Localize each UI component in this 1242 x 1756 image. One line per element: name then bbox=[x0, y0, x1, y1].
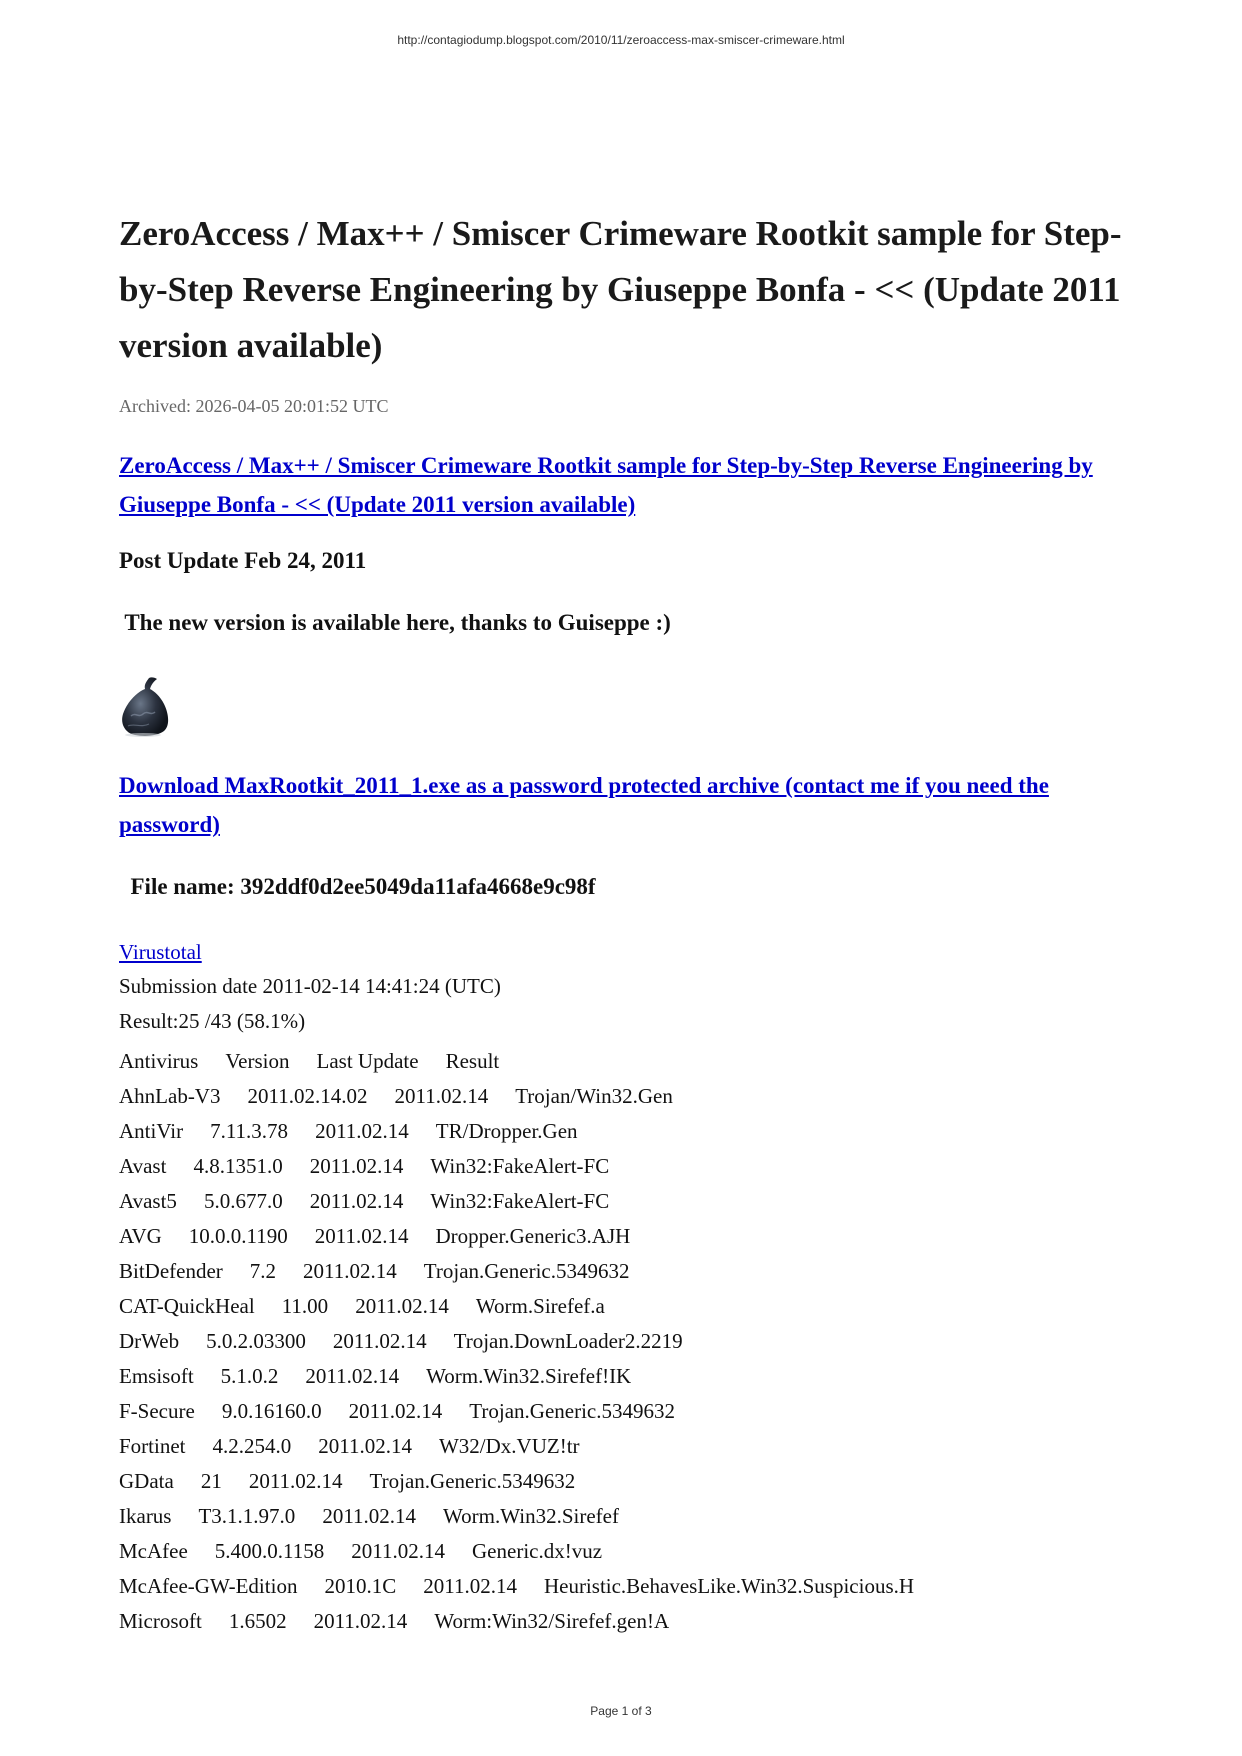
table-cell: 2011.02.14 bbox=[303, 1259, 397, 1283]
table-cell: BitDefender bbox=[119, 1259, 223, 1283]
table-cell: 5.0.677.0 bbox=[203, 1189, 283, 1213]
table-cell: McAfee bbox=[119, 1539, 188, 1563]
table-cell: 7.2 bbox=[249, 1259, 277, 1283]
table-cell: 2011.02.14 bbox=[355, 1294, 449, 1318]
table-cell: Avast bbox=[119, 1154, 167, 1178]
table-row bbox=[119, 1464, 941, 1499]
table-cell: 4.2.254.0 bbox=[212, 1434, 292, 1458]
table-cell: DrWeb bbox=[119, 1329, 180, 1353]
column-header: Result bbox=[445, 1049, 500, 1073]
table-row bbox=[119, 1569, 941, 1604]
table-cell: Worm:Win32/Sirefef.gen!A bbox=[434, 1609, 670, 1633]
table-cell: Trojan.Generic.5349632 bbox=[369, 1469, 576, 1493]
new-version-heading: The new version is available here, thanks to Guiseppe :) bbox=[119, 610, 671, 635]
table-row bbox=[119, 1254, 941, 1289]
table-row bbox=[119, 1184, 941, 1219]
table-cell: Heuristic.BehavesLike.Win32.Suspicious.H bbox=[543, 1574, 915, 1598]
post-update-heading: Post Update Feb 24, 2011 bbox=[119, 548, 367, 573]
table-cell: Worm.Win32.Sirefef!IK bbox=[426, 1364, 632, 1388]
page-url-header: http://contagiodump.blogspot.com/2010/11/zeroaccess-max-smiscer-crimeware.html bbox=[397, 33, 845, 47]
table-cell: Trojan/Win32.Gen bbox=[515, 1084, 673, 1108]
table-cell: Trojan.Generic.5349632 bbox=[469, 1399, 675, 1423]
table-cell: 2011.02.14 bbox=[315, 1119, 409, 1143]
table-row bbox=[119, 1359, 941, 1394]
table-row bbox=[119, 1534, 941, 1569]
table-cell: Win32:FakeAlert-FC bbox=[430, 1154, 610, 1178]
table-cell: 2011.02.14 bbox=[313, 1609, 408, 1633]
table-row bbox=[119, 1499, 941, 1534]
table-cell: 2011.02.14 bbox=[314, 1224, 409, 1248]
table-cell: 2011.02.14 bbox=[305, 1364, 400, 1388]
table-cell: Dropper.Generic3.AJH bbox=[435, 1224, 631, 1248]
table-cell: CAT-QuickHeal bbox=[119, 1294, 255, 1318]
table-cell: W32/Dx.VUZ!tr bbox=[438, 1434, 580, 1458]
table-cell: Ikarus bbox=[119, 1504, 172, 1528]
table-cell: TR/Dropper.Gen bbox=[435, 1119, 578, 1143]
scan-result: Result:25 /43 (58.1%) bbox=[119, 1009, 306, 1033]
table-cell: McAfee-GW-Edition bbox=[119, 1574, 298, 1598]
table-cell: 2010.1C bbox=[324, 1574, 397, 1598]
table-cell: 5.400.0.1158 bbox=[214, 1539, 325, 1563]
table-cell: Emsisoft bbox=[119, 1364, 194, 1388]
table-row bbox=[119, 1394, 941, 1429]
download-link[interactable]: Download MaxRootkit_2011_1.exe as a password protected archive (contact me if you need the password) bbox=[119, 773, 1049, 837]
table-cell: Microsoft bbox=[119, 1609, 202, 1633]
table-row bbox=[119, 1289, 941, 1324]
table-cell: Trojan.Generic.5349632 bbox=[423, 1259, 630, 1283]
table-row bbox=[119, 1114, 941, 1149]
table-cell: Win32:FakeAlert-FC bbox=[430, 1189, 610, 1213]
table-cell: Generic.dx!vuz bbox=[472, 1539, 603, 1563]
submission-date: Submission date 2011-02-14 14:41:24 (UTC) bbox=[119, 974, 501, 998]
table-cell: 7.11.3.78 bbox=[210, 1119, 289, 1143]
table-cell: AntiVir bbox=[119, 1119, 184, 1143]
table-cell: Trojan.DownLoader2.2219 bbox=[453, 1329, 683, 1353]
table-header-row bbox=[119, 1044, 941, 1079]
title-link[interactable]: ZeroAccess / Max++ / Smiscer Crimeware Rootkit sample for Step-by-Step Reverse Engineering by Giuseppe Bonfa - << (Update 2011 version available) bbox=[119, 453, 1093, 517]
table-cell: 2011.02.14 bbox=[318, 1434, 412, 1458]
table-row bbox=[119, 1604, 941, 1639]
table-cell: Worm.Win32.Sirefef bbox=[443, 1504, 619, 1528]
table-cell: Fortinet bbox=[119, 1434, 186, 1458]
trash-bag-icon[interactable] bbox=[119, 676, 171, 738]
table-cell: 2011.02.14 bbox=[348, 1399, 443, 1423]
table-cell: 2011.02.14 bbox=[394, 1084, 489, 1108]
table-cell: 21 bbox=[200, 1469, 222, 1493]
table-cell: AhnLab-V3 bbox=[119, 1084, 221, 1108]
table-cell: T3.1.1.97.0 bbox=[198, 1504, 296, 1528]
antivirus-results-table bbox=[119, 1044, 941, 1639]
table-cell: 2011.02.14 bbox=[423, 1574, 517, 1598]
table-cell: 2011.02.14 bbox=[351, 1539, 446, 1563]
table-row bbox=[119, 1079, 941, 1114]
column-header: Version bbox=[225, 1049, 290, 1073]
table-cell: GData bbox=[119, 1469, 174, 1493]
column-header: Last Update bbox=[316, 1049, 419, 1073]
table-cell: AVG bbox=[119, 1224, 162, 1248]
table-cell: Worm.Sirefef.a bbox=[475, 1294, 605, 1318]
table-cell: 5.0.2.03300 bbox=[206, 1329, 306, 1353]
table-cell: 5.1.0.2 bbox=[220, 1364, 279, 1388]
archived-timestamp: Archived: 2026-04-05 20:01:52 UTC bbox=[119, 396, 389, 416]
table-row bbox=[119, 1219, 941, 1254]
table-cell: 4.8.1351.0 bbox=[193, 1154, 283, 1178]
table-cell: 2011.02.14 bbox=[248, 1469, 343, 1493]
table-cell: 2011.02.14 bbox=[309, 1189, 404, 1213]
table-cell: 2011.02.14 bbox=[332, 1329, 427, 1353]
article-title: ZeroAccess / Max++ / Smiscer Crimeware Rootkit sample for Step-by-Step Reverse Engineering by Giuseppe Bonfa - << (Update 2011 version available) bbox=[119, 214, 1122, 365]
page-number: Page 1 of 3 bbox=[590, 1704, 652, 1718]
table-cell: 2011.02.14.02 bbox=[247, 1084, 368, 1108]
table-cell: F-Secure bbox=[119, 1399, 195, 1423]
table-cell: 11.00 bbox=[281, 1294, 329, 1318]
table-row bbox=[119, 1149, 941, 1184]
column-header: Antivirus bbox=[119, 1049, 199, 1073]
table-cell: 1.6502 bbox=[228, 1609, 287, 1633]
virustotal-link[interactable]: Virustotal bbox=[119, 940, 202, 964]
table-cell: 2011.02.14 bbox=[309, 1154, 404, 1178]
table-row bbox=[119, 1429, 941, 1464]
table-row bbox=[119, 1324, 941, 1359]
table-cell: 9.0.16160.0 bbox=[221, 1399, 322, 1423]
table-cell: Avast5 bbox=[119, 1189, 177, 1213]
table-cell: 10.0.0.1190 bbox=[188, 1224, 288, 1248]
file-name-heading: File name: 392ddf0d2ee5049da11afa4668e9c98f bbox=[119, 874, 596, 899]
table-cell: 2011.02.14 bbox=[322, 1504, 417, 1528]
